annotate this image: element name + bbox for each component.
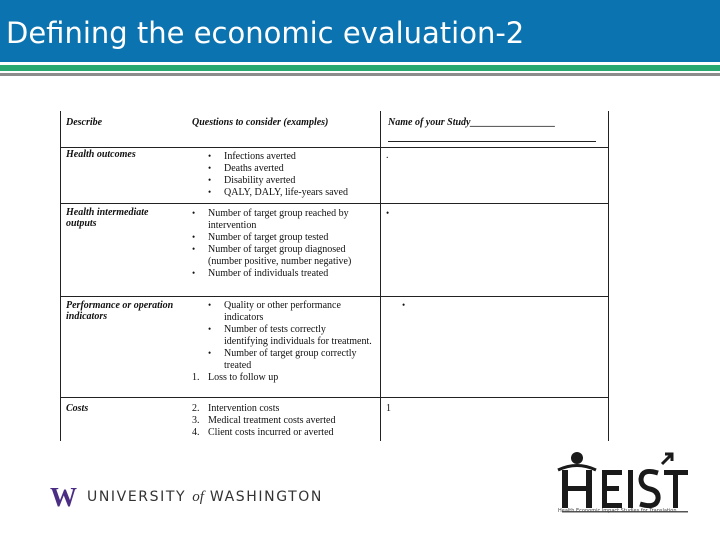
header-describe: Describe (66, 117, 103, 128)
list-item: Number of target group tested (208, 232, 329, 243)
uw-wordmark-of: of (192, 488, 204, 505)
list-number: 1. (192, 372, 200, 383)
list-item: QALY, DALY, life-years saved (224, 187, 348, 198)
study-cell-mark: 1 (386, 403, 391, 414)
list-item: Loss to follow up (208, 372, 279, 383)
slide-title: Defining the economic evaluation-2 (6, 16, 525, 50)
list-number: 4. (192, 427, 200, 438)
bullet-icon: • (208, 300, 212, 310)
row-label: indicators (66, 311, 108, 322)
list-item: intervention (208, 220, 257, 231)
list-item: Client costs incurred or averted (208, 427, 334, 438)
uw-wordmark-university: UNIVERSITY (87, 488, 187, 505)
bullet-icon: • (192, 208, 196, 218)
list-item: Number of target group correctly (224, 348, 357, 359)
accent-rule-gray (0, 73, 720, 76)
row-label: Health outcomes (66, 149, 136, 160)
list-item: Number of target group reached by (208, 208, 349, 219)
heist-letter-t-stem (673, 470, 678, 508)
table-row-rule (60, 203, 609, 204)
list-item: Quality or other performance (224, 300, 341, 311)
list-number: 3. (192, 415, 200, 426)
list-item: Number of individuals treated (208, 268, 329, 279)
table-border-left (60, 111, 61, 441)
heist-letter-h-bar (562, 486, 592, 491)
bullet-icon: • (386, 208, 390, 218)
uw-wordmark-washington: WASHINGTON (209, 488, 323, 505)
bullet-icon: • (192, 268, 196, 278)
table-column-divider (380, 111, 381, 441)
row-label: Health intermediate (66, 207, 149, 218)
arrow-up-right-icon (662, 454, 672, 464)
table-header-rule (60, 147, 609, 148)
header-study-name: Name of your Study_________________ (388, 117, 556, 128)
list-item: (number positive, number negative) (208, 256, 352, 267)
uw-w-mark: W (50, 482, 77, 512)
list-item: Infections averted (224, 151, 296, 162)
table-row-rule (60, 296, 609, 297)
uw-logo (50, 482, 323, 512)
bullet-icon: • (208, 324, 212, 334)
table-row-rule (60, 397, 609, 398)
heist-letter-e-mid (602, 486, 619, 491)
list-item: identifying individuals for treatment. (224, 336, 372, 347)
list-item: Number of target group diagnosed (208, 244, 346, 255)
evaluation-table-image (60, 111, 610, 441)
list-item: indicators (224, 312, 264, 323)
list-item: Intervention costs (208, 403, 280, 414)
study-name-underline (388, 141, 596, 142)
uw-wordmark (87, 489, 323, 506)
row-label: outputs (66, 218, 97, 229)
bullet-icon: • (402, 300, 406, 310)
heist-letter-s (640, 471, 658, 505)
title-bar (0, 0, 720, 62)
bullet-icon: • (208, 187, 212, 197)
heist-tagline: Health Economic Impact Studies for Translation (558, 508, 677, 514)
row-label: Costs (66, 403, 89, 414)
list-item: Medical treatment costs averted (208, 415, 336, 426)
heist-letter-i (628, 470, 633, 508)
list-item: treated (224, 360, 252, 371)
bullet-icon: • (208, 163, 212, 173)
list-item: Deaths averted (224, 163, 284, 174)
heist-figure-arms (558, 466, 596, 471)
bullet-icon: • (192, 244, 196, 254)
bullet-icon: • (208, 151, 212, 161)
bullet-icon: • (192, 232, 196, 242)
list-item: Number of tests correctly (224, 324, 326, 335)
bullet-icon: • (208, 175, 212, 185)
row-label: Performance or operation (66, 300, 174, 311)
heist-letter-e-top (602, 470, 622, 475)
bullet-icon: • (208, 348, 212, 358)
table-border-right (608, 111, 609, 441)
list-number: 2. (192, 403, 200, 414)
study-cell-mark: . (386, 150, 389, 161)
accent-rule-green (0, 65, 720, 71)
heist-figure-head (571, 452, 583, 464)
list-item: Disability averted (224, 175, 296, 186)
header-questions: Questions to consider (examples) (192, 117, 329, 128)
